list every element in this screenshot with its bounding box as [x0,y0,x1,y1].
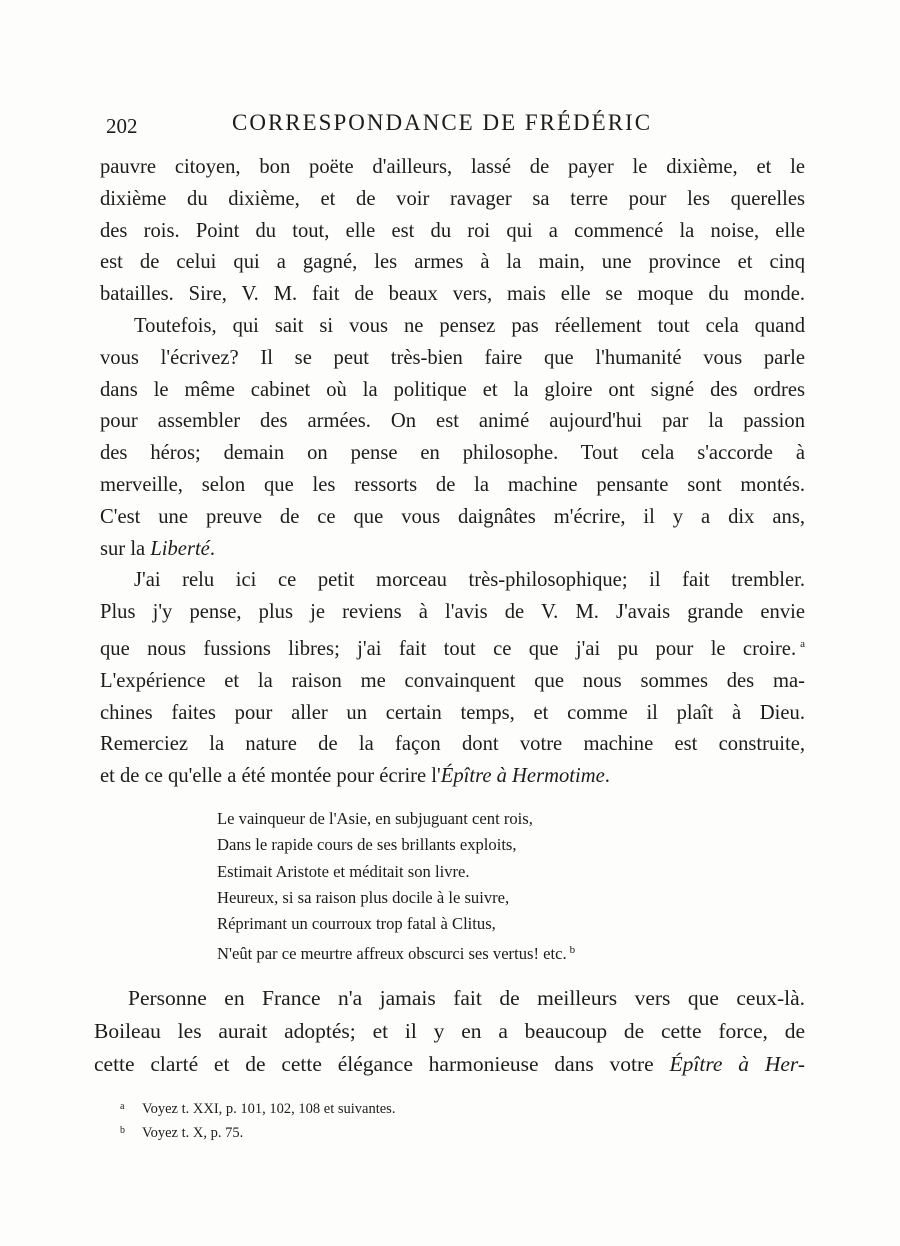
footnote-ref-a[interactable]: a [800,637,805,650]
page-number: 202 [106,114,138,138]
text-fragment: . [209,537,215,560]
paragraph-1 [100,152,805,311]
text-line [94,1048,805,1081]
text-fragment: . [604,765,610,788]
running-head [100,110,800,142]
italic-title-epitre-hyphen: Épître à Her- [669,1052,805,1076]
footnotes [120,1096,720,1144]
text-line: batailles. Sire, V. M. fait de beaux vers, mais elle se moque du monde. [100,283,805,306]
footnote-mark: a [120,1101,125,1112]
italic-title-liberte: Liberté [150,537,210,560]
text-line: des héros; demain on pense en philosophe. Tout cela s'accorde à [100,442,805,465]
text-line: est de celui qui a gagné, les armes à la main, une province et cinq [100,251,805,274]
footnote-a [120,1096,720,1120]
text-line [100,629,805,666]
text-fragment: que nous fussions libres; j'ai fait tout ce que j'ai pu pour le croire. [100,637,797,660]
paragraph-2 [100,311,805,565]
verse-line: Heureux, si sa raison plus docile à le suivre, [217,887,510,907]
text-line: J'ai relu ici ce petit morceau très-philosophique; il fait trembler. [134,569,805,592]
text-line: pour assembler des armées. On est animé aujourd'hui par la passion [100,410,805,433]
text-fragment: sur la [100,537,151,560]
text-line: chines faites pour aller un certain temps, et comme il plaît à Dieu. [100,701,805,724]
text-line: Remerciez la nature de la façon dont votre machine est construite, [100,733,805,756]
verse-line [217,937,697,967]
verse-quotation [217,806,697,968]
footnote-b [120,1120,720,1144]
body-text [100,152,805,793]
footnote-text: Voyez t. XXI, p. 101, 102, 108 et suivantes. [142,1101,396,1117]
text-line: pauvre citoyen, bon poëte d'ailleurs, lassé de payer le dixième, et le [100,156,805,178]
verse-line: Réprimant un courroux trop fatal à Clitus, [217,914,496,934]
paragraph-3 [100,565,805,793]
text-line: dixième du dixième, et de voir ravager sa terre pour les querelles [100,187,805,210]
italic-title-epitre: Épître à Hermotime [440,765,605,788]
footnote-ref-b[interactable]: b [569,944,576,957]
text-line [100,761,805,793]
text-line: Personne en France n'a jamais fait de meilleurs vers que ceux-là. [128,986,805,1010]
running-title: CORRESPONDANCE DE FRÉDÉRIC [232,110,653,135]
verse-line: Dans le rapide cours de ses brillants exploits, [217,835,517,855]
text-fragment: N'eût par ce meurtre affreux obscurci ses vertus! etc. [217,944,567,964]
text-line: Boileau les aurait adoptés; et il y en a beaucoup de cette force, de [94,1019,805,1043]
text-line: vous l'écrivez? Il se peut très-bien faire que l'humanité vous parle [100,346,805,369]
text-line: des rois. Point du tout, elle est du roi qui a commencé la noise, elle [100,219,805,242]
body-text-continued [94,982,805,1081]
text-line: Toutefois, qui sait si vous ne pensez pas réellement tout cela quand [134,314,805,337]
text-fragment: et de ce qu'elle a été montée pour écrire l' [100,765,441,788]
text-line: L'expérience et la raison me convainquent que nous sommes des ma- [100,669,805,692]
text-line: dans le même cabinet où la politique et la gloire ont signé des ordres [100,378,805,401]
text-line: C'est une preuve de ce que vous daignâtes m'écrire, il y a dix ans, [100,505,805,528]
footnote-mark: b [120,1125,125,1136]
text-line [100,534,805,566]
footnote-text: Voyez t. X, p. 75. [142,1125,244,1141]
verse-line: Le vainqueur de l'Asie, en subjuguant cent rois, [217,809,533,828]
verse-line: Estimait Aristote et méditait son livre. [217,861,470,881]
text-line: Plus j'y pense, plus je reviens à l'avis de V. M. J'avais grande envie [100,601,805,624]
text-fragment: cette clarté et de cette élégance harmonieuse dans votre [94,1052,670,1076]
text-line: merveille, selon que les ressorts de la machine pensante sont montés. [100,473,805,496]
